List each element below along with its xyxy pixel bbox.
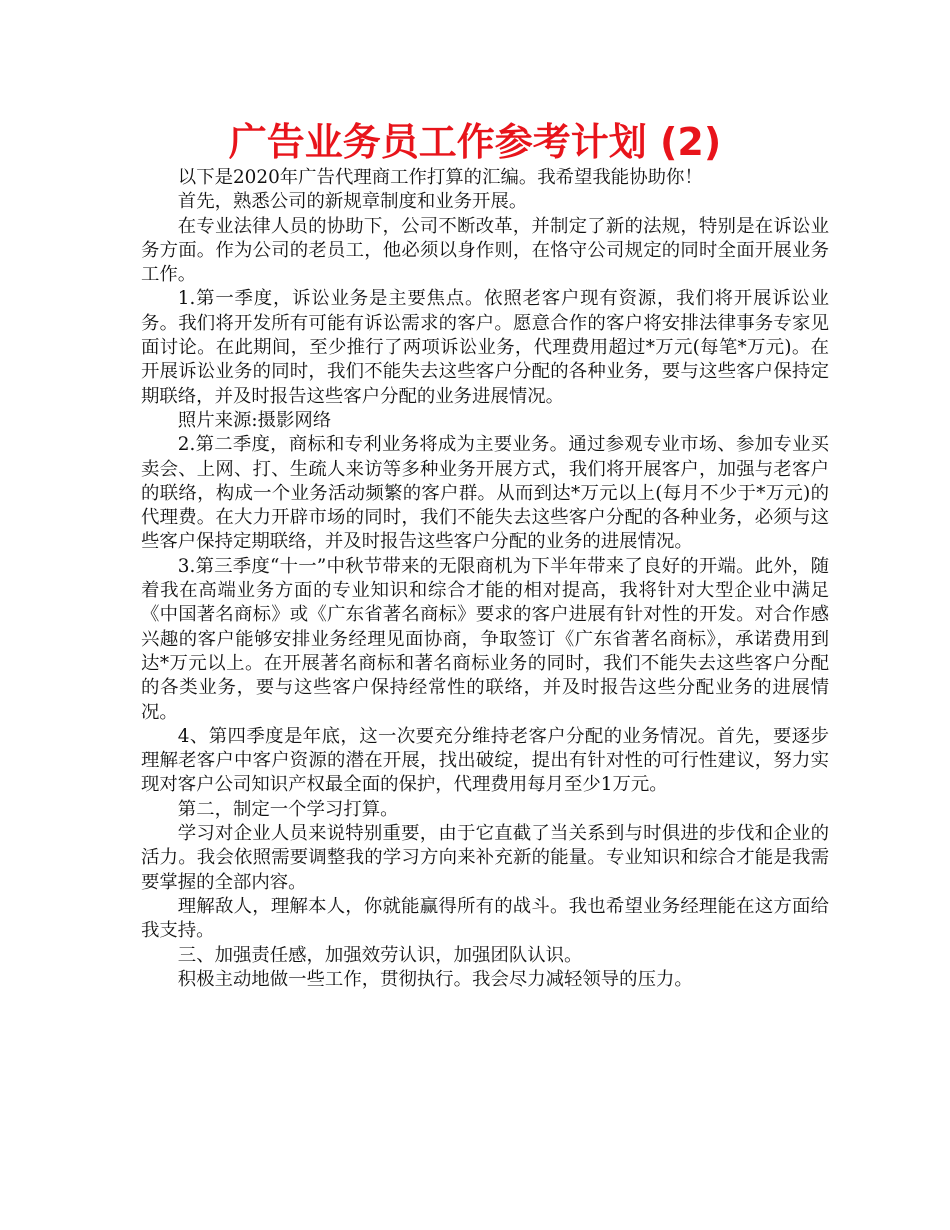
paragraph-legal-reform: 在专业法律人员的协助下，公司不断改革，并制定了新的法规，特别是在诉讼业务方面。作为公司的老员工，他必须以身作则，在恪守公司规定的同时全面开展业务工作。: [141, 215, 829, 286]
paragraph-closing: 积极主动地做一些工作，贯彻执行。我会尽力减轻领导的压力。: [177, 968, 693, 990]
paragraph-q4: 4、第四季度是年底，这一次要充分维持老客户分配的业务情况。首先，要逐步理解老客户中客户资源的潜在开展，找出破绽，提出有针对性的可行性建议，努力实现对客户公司知识产权最全面的保护，代理费用每月至少1万元。: [141, 725, 829, 796]
paragraph-first-point: 首先，熟悉公司的新规章制度和业务开展。: [177, 191, 528, 213]
paragraph-q2: 2.第二季度，商标和专利业务将成为主要业务。通过参观专业市场、参加专业买卖会、上网、打、生疏人来访等多种业务开展方式，我们将开展客户，加强与老客户的联络，构成一个业务活动频繁的客户群。从而到达*万元以上(每月不少于*万元)的代理费。在大力开辟市场的同时，我们不能失去这些客户分配的各种业务，必须与这些客户保持定期联络，并及时报告这些客户分配的业务的进展情况。: [141, 434, 829, 553]
document-body: [141, 166, 829, 992]
paragraph-q1: 1.第一季度，诉讼业务是主要焦点。依照老客户现有资源，我们将开展诉讼业务。我们将开发所有可能有诉讼需求的客户。愿意合作的客户将安排法律事务专家见面讨论。在此期间，至少推行了两项诉讼业务，代理费用超过*万元(每笔*万元)。在开展诉讼业务的同时，我们不能失去这些客户分配的各种业务，要与这些客户保持定期联络，并及时报告这些客户分配的业务进展情况。: [141, 288, 829, 407]
paragraph-intro: 以下是2020年广告代理商工作打算的汇编。我希望我能协助你！: [177, 167, 703, 188]
paragraph-q3: 3.第三季度“十一”中秋节带来的无限商机为下半年带来了良好的开端。此外，随着我在高端业务方面的专业知识和综合才能的相对提高，我将针对大型企业中满足《中国著名商标》或《广东省著名商标》要求的客户进展有针对性的开发。对合作感兴趣的客户能够安排业务经理见面协商，争取签订《广东省著名商标》，承诺费用到达*万元以上。在开展著名商标和著名商标业务的同时，我们不能失去这些客户分配的各类业务，要与这些客户保持经常性的联络，并及时报告这些分配业务的进展情况。: [141, 555, 829, 723]
paragraph-second-point: 第二，制定一个学习打算。: [177, 798, 399, 820]
document-title: 广告业务员工作参考计划 (2): [228, 120, 722, 164]
paragraph-learning: 学习对企业人员来说特别重要，由于它直截了当关系到与时俱进的步伐和企业的活力。我会依照需要调整我的学习方向来补充新的能量。专业知识和综合才能是我需要掌握的全部内容。: [141, 823, 829, 893]
paragraph-third-point: 三、加强责任感，加强效劳认识，加强团队认识。: [177, 944, 583, 966]
paragraph-photo-source: 照片来源:摄影网络: [177, 409, 332, 431]
paragraph-support: 理解敌人，理解本人，你就能赢得所有的战斗。我也希望业务经理能在这方面给我支持。: [141, 895, 829, 942]
